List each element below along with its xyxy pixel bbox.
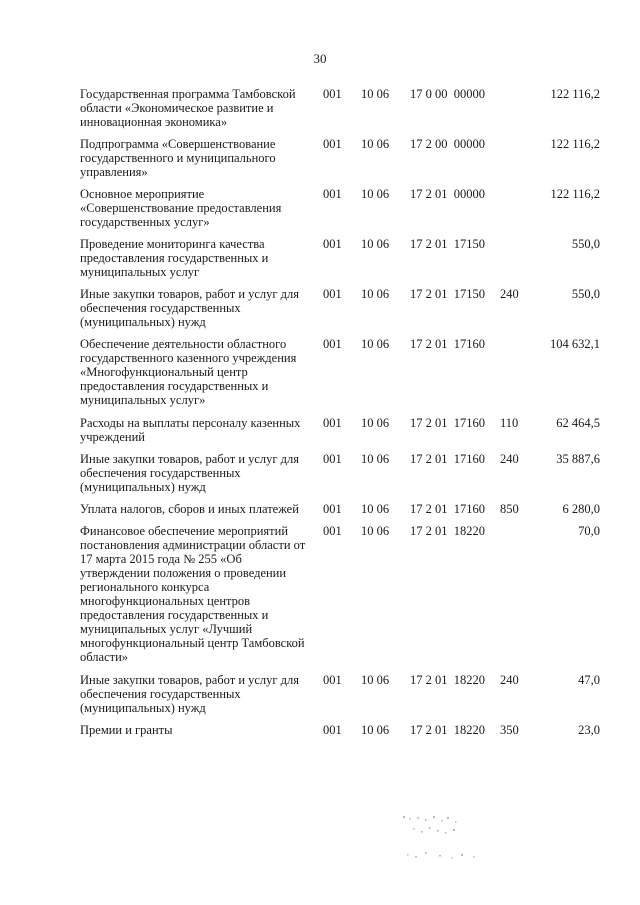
expense-type-code: 240 [500, 673, 519, 687]
expense-type-code: 850 [500, 502, 519, 516]
target-code: 17 2 01 00000 [410, 187, 485, 201]
section-code: 10 06 [361, 287, 390, 301]
amount: 62 464,5 [556, 416, 600, 430]
row-name: Иные закупки товаров, работ и услуг для обеспечения государственных (муниципальных) нужд [80, 673, 300, 715]
amount: 23,0 [578, 723, 600, 737]
ved-code: 001 [323, 723, 342, 737]
target-code: 17 2 01 17150 [410, 287, 485, 301]
amount: 104 632,1 [550, 337, 600, 351]
row-name: Иные закупки товаров, работ и услуг для обеспечения государственных (муниципальных) нужд [80, 452, 300, 494]
row-name: Проведение мониторинга качества предоставления государственных и муниципальных услуг [80, 237, 269, 279]
ved-code: 001 [323, 502, 342, 516]
expense-type-code: 240 [500, 452, 519, 466]
row-name: Уплата налогов, сборов и иных платежей [80, 502, 299, 516]
ved-code: 001 [323, 337, 342, 351]
ved-code: 001 [323, 87, 342, 101]
row-name: Государственная программа Тамбовской области «Экономическое развитие и инновационная экономика» [80, 87, 296, 129]
row-name: Расходы на выплаты персоналу казенных учреждений [80, 416, 301, 444]
table-row [80, 452, 600, 494]
ved-code: 001 [323, 524, 342, 538]
table-row [80, 237, 600, 279]
table-row [80, 337, 600, 407]
table-row [80, 87, 600, 129]
amount: 550,0 [571, 287, 600, 301]
section-code: 10 06 [361, 673, 390, 687]
budget-table [80, 87, 600, 737]
target-code: 17 0 00 00000 [410, 87, 485, 101]
table-row [80, 137, 600, 179]
target-code: 17 2 01 17160 [410, 337, 485, 351]
row-name: Подпрограмма «Совершенствование государственного и муниципального управления» [80, 137, 276, 179]
ved-code: 001 [323, 452, 342, 466]
section-code: 10 06 [361, 524, 390, 538]
ved-code: 001 [323, 187, 342, 201]
target-code: 17 2 01 17150 [410, 237, 485, 251]
section-code: 10 06 [361, 416, 390, 430]
table-row [80, 524, 600, 664]
ved-code: 001 [323, 673, 342, 687]
table-row [80, 287, 600, 329]
ved-code: 001 [323, 416, 342, 430]
expense-type-code: 110 [500, 416, 519, 430]
amount: 122 116,2 [550, 87, 600, 101]
expense-type-code: 350 [500, 723, 519, 737]
target-code: 17 2 01 18220 [410, 524, 485, 538]
target-code: 17 2 00 00000 [410, 137, 485, 151]
section-code: 10 06 [361, 137, 390, 151]
amount: 550,0 [571, 237, 600, 251]
target-code: 17 2 01 17160 [410, 416, 485, 430]
target-code: 17 2 01 17160 [410, 452, 485, 466]
target-code: 17 2 01 18220 [410, 723, 485, 737]
scan-artifact-marks [395, 812, 505, 872]
table-row [80, 416, 600, 444]
amount: 6 280,0 [562, 502, 600, 516]
table-row [80, 673, 600, 715]
amount: 47,0 [578, 673, 600, 687]
section-code: 10 06 [361, 723, 390, 737]
target-code: 17 2 01 17160 [410, 502, 485, 516]
row-name: Обеспечение деятельности областного государственного казенного учреждения «Многофункциональный центр предоставления государственных и муниципальных услуг» [80, 337, 297, 407]
table-row [80, 187, 600, 229]
section-code: 10 06 [361, 237, 390, 251]
section-code: 10 06 [361, 87, 390, 101]
row-name: Основное мероприятие «Совершенствование предоставления государственных услуг» [80, 187, 282, 229]
section-code: 10 06 [361, 337, 390, 351]
table-row [80, 723, 600, 737]
section-code: 10 06 [361, 452, 390, 466]
ved-code: 001 [323, 137, 342, 151]
amount: 70,0 [578, 524, 600, 538]
ved-code: 001 [323, 237, 342, 251]
row-name: Иные закупки товаров, работ и услуг для обеспечения государственных (муниципальных) нужд [80, 287, 300, 329]
ved-code: 001 [323, 287, 342, 301]
section-code: 10 06 [361, 502, 390, 516]
table-row [80, 502, 600, 516]
page-number: 30 [313, 51, 327, 66]
amount: 35 887,6 [556, 452, 600, 466]
amount: 122 116,2 [550, 137, 600, 151]
row-name: Премии и гранты [80, 723, 173, 737]
row-name: Финансовое обеспечение мероприятий постановления администрации области от 17 марта 2015 года № 255 «Об утверждении положения о проведении регионального конкурса многофункциональных центров предоставления государственных и муниципальных услуг «Лучший многофункциональный центр Тамбовской области» [80, 524, 306, 664]
amount: 122 116,2 [550, 187, 600, 201]
expense-type-code: 240 [500, 287, 519, 301]
section-code: 10 06 [361, 187, 390, 201]
target-code: 17 2 01 18220 [410, 673, 485, 687]
